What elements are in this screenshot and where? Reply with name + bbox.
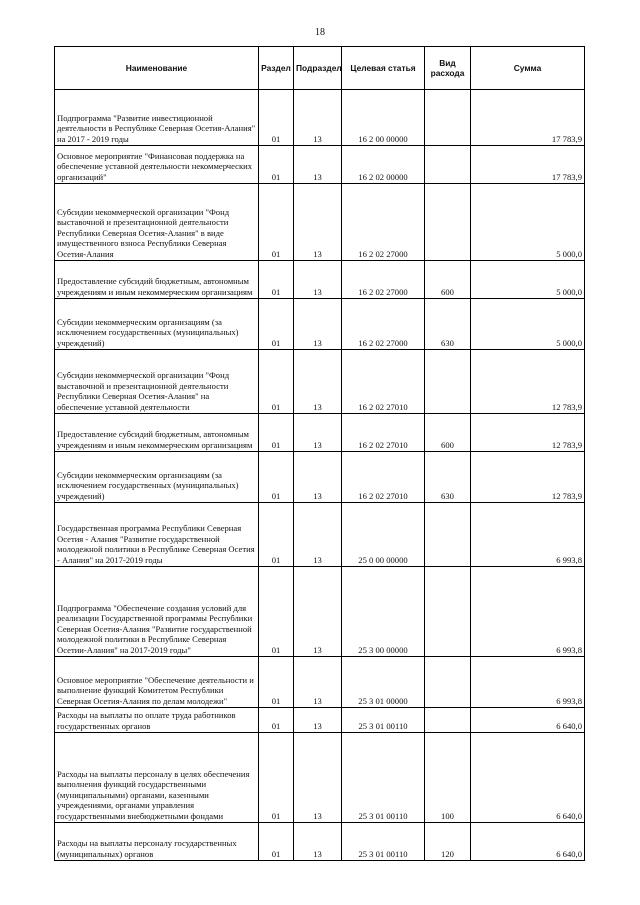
row-kind <box>425 657 471 708</box>
row-kind <box>425 146 471 184</box>
header-sum: Сумма <box>471 47 585 90</box>
row-section: 01 <box>259 823 294 861</box>
row-target: 25 0 00 00000 <box>342 503 425 567</box>
row-target: 16 2 02 27000 <box>342 299 425 350</box>
row-subsection: 13 <box>294 733 342 823</box>
row-section: 01 <box>259 567 294 657</box>
row-kind: 120 <box>425 823 471 861</box>
row-sum: 5 000,0 <box>471 261 585 299</box>
row-sum: 12 783,9 <box>471 350 585 414</box>
row-target: 25 3 01 00000 <box>342 657 425 708</box>
row-subsection: 13 <box>294 657 342 708</box>
row-name: Субсидии некоммерческим организациям (за исключением государственных (муниципальных) учреждений) <box>55 452 259 503</box>
row-kind: 600 <box>425 414 471 452</box>
row-name: Основное мероприятие "Финансовая поддержка на обеспечение уставной деятельности некоммерческих организаций" <box>55 146 259 184</box>
header-subsection: Подраздел <box>294 47 342 90</box>
row-subsection: 13 <box>294 414 342 452</box>
table-header-row <box>55 47 585 90</box>
row-target: 16 2 02 27010 <box>342 350 425 414</box>
row-section: 01 <box>259 733 294 823</box>
row-sum: 5 000,0 <box>471 184 585 261</box>
row-sum: 6 993,8 <box>471 567 585 657</box>
row-kind <box>425 567 471 657</box>
row-subsection: 13 <box>294 146 342 184</box>
row-section: 01 <box>259 146 294 184</box>
row-section: 01 <box>259 708 294 733</box>
row-sum: 12 783,9 <box>471 414 585 452</box>
row-target: 16 2 02 27010 <box>342 414 425 452</box>
table-row <box>55 733 585 823</box>
row-target: 16 2 02 27000 <box>342 184 425 261</box>
row-subsection: 13 <box>294 261 342 299</box>
table-row <box>55 350 585 414</box>
row-subsection: 13 <box>294 823 342 861</box>
row-kind: 630 <box>425 452 471 503</box>
table-row <box>55 414 585 452</box>
table-row <box>55 823 585 861</box>
row-sum: 12 783,9 <box>471 452 585 503</box>
row-target: 16 2 02 27010 <box>342 452 425 503</box>
row-sum: 5 000,0 <box>471 299 585 350</box>
row-target: 25 3 00 00000 <box>342 567 425 657</box>
row-kind: 600 <box>425 261 471 299</box>
row-name: Субсидии некоммерческой организации "Фонд выставочной и презентационной деятельности Республики Северная Осетия-Алания" на обеспечение уставной деятельности <box>55 350 259 414</box>
row-section: 01 <box>259 350 294 414</box>
table-row <box>55 708 585 733</box>
row-section: 01 <box>259 261 294 299</box>
row-name: Субсидии некоммерческой организации "Фонд выставочной и презентационной деятельности Республики Северная Осетия-Алания" в виде имущественного взноса Республики Северная Осетия-Алания <box>55 184 259 261</box>
table-row <box>55 146 585 184</box>
table-row <box>55 261 585 299</box>
row-target: 25 3 01 00110 <box>342 823 425 861</box>
row-subsection: 13 <box>294 184 342 261</box>
table-row <box>55 90 585 146</box>
row-name: Субсидии некоммерческим организациям (за исключением государственных (муниципальных) учреждений) <box>55 299 259 350</box>
table-row <box>55 452 585 503</box>
row-sum: 6 640,0 <box>471 708 585 733</box>
row-section: 01 <box>259 414 294 452</box>
row-section: 01 <box>259 90 294 146</box>
row-subsection: 13 <box>294 452 342 503</box>
header-section: Раздел <box>259 47 294 90</box>
row-target: 25 3 01 00110 <box>342 733 425 823</box>
row-sum: 6 993,8 <box>471 657 585 708</box>
row-section: 01 <box>259 299 294 350</box>
row-subsection: 13 <box>294 708 342 733</box>
header-kind: Вид расхода <box>425 47 471 90</box>
row-sum: 6 993,8 <box>471 503 585 567</box>
table-row <box>55 184 585 261</box>
row-name: Подпрограмма "Развитие инвестиционной деятельности в Республике Северная Осетия-Алания" на 2017 - 2019 годы <box>55 90 259 146</box>
row-name: Подпрограмма "Обеспечение создания условий для реализации Государственной программы Республики Северная Осетия-Алания "Развитие государственной молодежной политики в Республике Северная Осетии-Алания" на 2017-2019 годы" <box>55 567 259 657</box>
row-name: Расходы на выплаты по оплате труда работников государственных органов <box>55 708 259 733</box>
row-name: Государственная программа Республики Северная Осетия - Алания "Развитие государственной молодежной политики в Республике Северная Осетия - Алания" на 2017-2019 годы <box>55 503 259 567</box>
row-kind <box>425 708 471 733</box>
row-section: 01 <box>259 503 294 567</box>
row-sum: 6 640,0 <box>471 823 585 861</box>
budget-table <box>54 46 585 861</box>
row-subsection: 13 <box>294 567 342 657</box>
row-target: 16 2 02 00000 <box>342 146 425 184</box>
row-sum: 17 783,9 <box>471 90 585 146</box>
row-name: Расходы на выплаты персоналу в целях обеспечения выполнения функций государственными (муниципальными) органами, казенными учреждениями, органами управления государственными внебюджетными фондами <box>55 733 259 823</box>
row-target: 25 3 01 00110 <box>342 708 425 733</box>
row-sum: 17 783,9 <box>471 146 585 184</box>
row-name: Предоставление субсидий бюджетным, автономным учреждениям и иным некоммерческим организациям <box>55 414 259 452</box>
page-number: 18 <box>315 27 325 38</box>
row-subsection: 13 <box>294 90 342 146</box>
row-kind <box>425 184 471 261</box>
row-subsection: 13 <box>294 350 342 414</box>
table-row <box>55 503 585 567</box>
row-sum: 6 640,0 <box>471 733 585 823</box>
header-target: Целевая статья <box>342 47 425 90</box>
header-name: Наименование <box>55 47 259 90</box>
row-kind: 630 <box>425 299 471 350</box>
row-kind <box>425 350 471 414</box>
table-body <box>55 90 585 861</box>
row-target: 16 2 02 27000 <box>342 261 425 299</box>
row-subsection: 13 <box>294 299 342 350</box>
row-section: 01 <box>259 184 294 261</box>
row-name: Расходы на выплаты персоналу государственных (муниципальных) органов <box>55 823 259 861</box>
row-kind: 100 <box>425 733 471 823</box>
row-target: 16 2 00 00000 <box>342 90 425 146</box>
row-subsection: 13 <box>294 503 342 567</box>
row-kind <box>425 503 471 567</box>
table-row <box>55 657 585 708</box>
row-section: 01 <box>259 657 294 708</box>
row-kind <box>425 90 471 146</box>
row-name: Предоставление субсидий бюджетным, автономным учреждениям и иным некоммерческим организациям <box>55 261 259 299</box>
table-row <box>55 299 585 350</box>
row-section: 01 <box>259 452 294 503</box>
table-row <box>55 567 585 657</box>
row-name: Основное мероприятие "Обеспечение деятельности и выполнение функций Комитетом Республики Северная Осетия-Алания по делам молодежи" <box>55 657 259 708</box>
